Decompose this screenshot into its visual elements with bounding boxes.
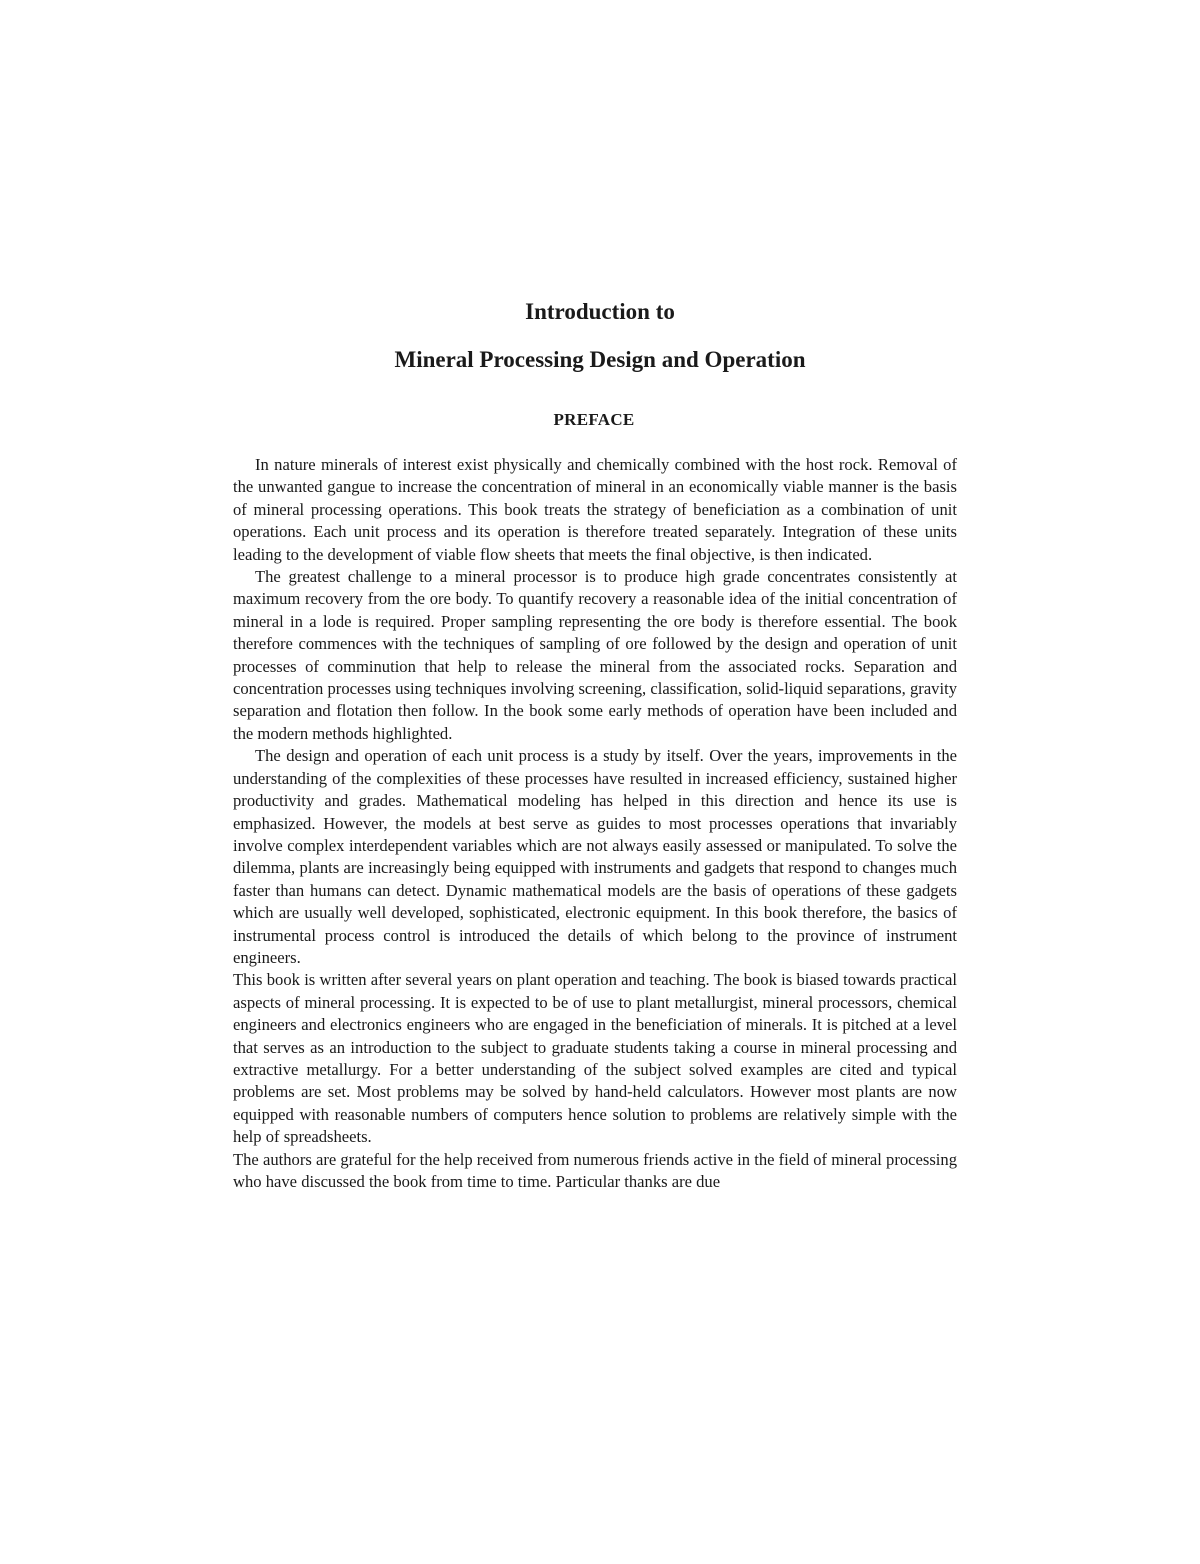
preface-body — [233, 454, 957, 1193]
book-title-line-2: Mineral Processing Design and Operation — [394, 347, 806, 372]
paragraph-4: This book is written after several years on plant operation and teaching. The book is biased towards practical aspects of mineral processing. It is expected to be of use to plant metallurgist, mineral processors, chemical engineers and electronics engineers who are engaged in the beneficiation of minerals. It is pitched at a level that serves as an introduction to the subject to graduate students taking a course in mineral processing and extractive metallurgy. For a better understanding of the subject solved examples are cited and typical problems are set. Most problems may be solved by hand-held calculators. However most plants are now equipped with reasonable numbers of computers hence solution to problems are relatively simple with the help of spreadsheets. — [233, 970, 957, 1147]
book-title-line-1: Introduction to — [525, 299, 675, 324]
paragraph-5: The authors are grateful for the help received from numerous friends active in the field of mineral processing who have discussed the book from time to time. Particular thanks are due — [233, 1149, 957, 1191]
paragraph-3: The design and operation of each unit process is a study by itself. Over the years, improvements in the understanding of the complexities of these processes have resulted in increased efficiency, sustained higher productivity and grades. Mathematical modeling has helped in this direction and hence its use is emphasized. However, the models at best serve as guides to most processes operations that invariably involve complex interdependent variables which are not always easily assessed or manipulated. To solve the dilemma, plants are increasingly being equipped with instruments and gadgets that respond to changes much faster than humans can detect. Dynamic mathematical models are the basis of operations of these gadgets which are usually well developed, sophisticated, electronic equipment. In this book therefore, the basics of instrumental process control is introduced the details of which belong to the province of instrument engineers. — [233, 746, 957, 967]
paragraph-2: The greatest challenge to a mineral processor is to produce high grade concentrates consistently at maximum recovery from the ore body. To quantify recovery a reasonable idea of the initial concentration of mineral in a lode is required. Proper sampling representing the ore body is therefore essential. The book therefore commences with the techniques of sampling of ore followed by the design and operation of unit processes of comminution that help to release the mineral from the associated rocks. Separation and concentration processes using techniques involving screening, classification, solid-liquid separations, gravity separation and flotation then follow. In the book some early methods of operation have been included and the modern methods highlighted. — [233, 567, 957, 743]
paragraph-1: In nature minerals of interest exist physically and chemically combined with the host rock. Removal of the unwanted gangue to increase the concentration of mineral in an economically viable manner is the basis of mineral processing operations. This book treats the strategy of beneficiation as a combination of unit operations. Each unit process and its operation is therefore treated separately. Integration of these units leading to the development of viable flow sheets that meets the final objective, is then indicated. — [233, 455, 957, 564]
section-heading-preface: PREFACE — [553, 410, 635, 429]
